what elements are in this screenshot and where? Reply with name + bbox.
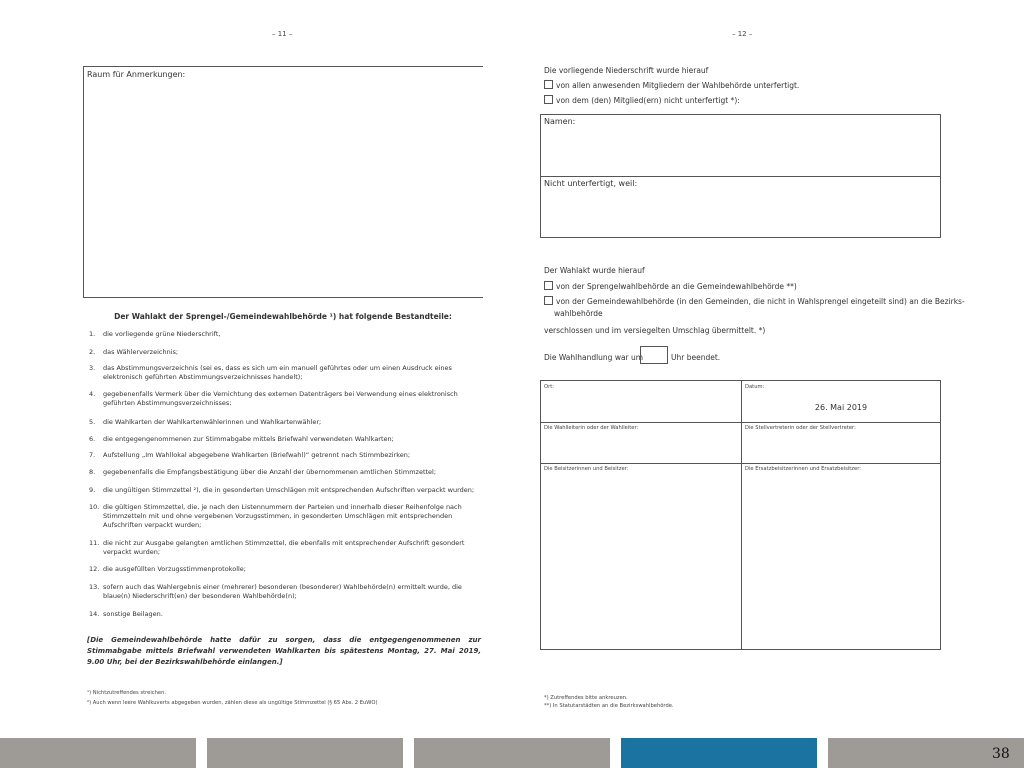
right-page-number: – 12 – — [732, 30, 753, 38]
checkbox-icon[interactable] — [544, 95, 553, 104]
footer-segment — [414, 738, 610, 768]
list-item: 6. die entgegengenommenen zur Stimmabgabe mittels Briefwahl verwendeten Wahlkarten; — [89, 435, 394, 443]
list-item: 7. Aufstellung „Im Wahllokal abgegebene Wahlkarten (Briefwahl)“ getrennt nach Stimmbezirken; — [89, 451, 411, 459]
end-text-after: Uhr beendet. — [671, 353, 721, 362]
substitutes-label: Die Ersatzbeisitzerinnen und Ersatzbeisitzer: — [745, 466, 861, 472]
end-time-field[interactable] — [640, 346, 668, 364]
list-item: 13. sofern auch das Wahlergebnis einer (mehrerer) besonderen (besonderer) Wahlbehörde(n) ermittelt wurde, die blaue(n) Niederschrift(en) der besonderen Wahlbehörde(n); — [89, 583, 462, 600]
checkbox-icon[interactable] — [544, 296, 553, 305]
list-item: 4. gegebenenfalls Vermerk über die Vernichtung des externen Datenträgers bei Verwendung eines elektronisch geführten Abstimmungsverzeichnisses; — [89, 390, 458, 407]
date-label: Datum: — [745, 384, 765, 390]
checkbox-icon[interactable] — [544, 80, 553, 89]
footer-segment — [0, 738, 196, 768]
assessors-label: Die Beisitzerinnen und Beisitzer: — [544, 466, 629, 472]
list-item: 1. die vorliegende grüne Niederschrift, — [89, 330, 221, 338]
end-text-before: Die Wahlhandlung war um — [544, 353, 644, 362]
list-item: 12. die ausgefüllten Vorzugsstimmenprotokolle; — [89, 565, 246, 573]
deputy-label: Die Stellvertreterin oder der Stellvertreter: — [745, 425, 856, 431]
list-item: 8. gegebenenfalls die Empfangsbestätigung über die Anzahl der übernommenen amtlichen Stimmzettel; — [89, 468, 437, 476]
checkbox-icon[interactable] — [544, 281, 553, 290]
date-value: 26. Mai 2019 — [814, 403, 868, 412]
not-signed-label: Nicht unterfertigt, weil: — [544, 179, 638, 188]
left-page-number: – 11 – — [272, 30, 293, 38]
list-item: 9. die ungültigen Stimmzettel ²), die in gesonderten Umschlägen mit entsprechenden Aufschriften verpackt wurden; — [89, 486, 475, 494]
slide-number: 38 — [992, 746, 1010, 762]
list-item: 2. das Wählerverzeichnis; — [89, 348, 179, 356]
components-heading: Der Wahlakt der Sprengel-/Gemeindewahlbehörde ¹) hat folgende Bestandteile: — [114, 312, 452, 321]
right-footnote-1: *) Zutreffendes bitte ankreuzen. — [544, 695, 628, 701]
list-item: 5. die Wahlkarten der Wahlkartenwählerinnen und Wahlkartenwähler; — [89, 418, 322, 426]
transfer-option-municipal[interactable]: von der Sprengelwahlbehörde an die Gemeindewahlbehörde **) — [544, 281, 797, 292]
footer-segment-active — [621, 738, 817, 768]
signature-table — [540, 380, 941, 650]
signed-heading: Die vorliegende Niederschrift wurde hierauf — [544, 66, 709, 75]
left-footnote-2: ²) Auch wenn leere Wahlkuverts abgegeben wurden, zählen diese als ungültige Stimmzettel (§ 65 Abs. 2 EuWO) — [87, 700, 378, 706]
divider — [541, 463, 940, 464]
divider — [541, 176, 940, 177]
transfer-option-district[interactable]: von der Gemeindewahlbehörde (in den Gemeinden, die nicht in Wahlsprengel eingeteilt sind) an die Bezirks- — [544, 296, 946, 307]
list-item: 3. das Abstimmungsverzeichnis (sei es, dass es sich um ein manuell geführtes oder um einen Ausdruck eines elektronisch geführten Abstimmungsverzeichnisses handelt); — [89, 364, 452, 381]
remarks-box[interactable] — [83, 66, 483, 298]
remarks-label: Raum für Anmerkungen: — [87, 70, 186, 79]
names-box[interactable] — [540, 114, 941, 238]
divider — [541, 422, 940, 423]
right-footnote-2: **) In Statutarstädten an die Bezirkswahlbehörde. — [544, 703, 674, 709]
list-item: 14. sonstige Beilagen. — [89, 610, 163, 618]
footer-segment — [207, 738, 403, 768]
leader-label: Die Wahlleiterin oder der Wahlleiter: — [544, 425, 639, 431]
signed-option-all[interactable]: von allen anwesenden Mitgliedern der Wahlbehörde unterfertigt. — [544, 80, 799, 91]
sealed-text: verschlossen und im versiegelten Umschlag übermittelt. *) — [544, 326, 766, 335]
notice-text: [Die Gemeindewahlbehörde hatte dafür zu sorgen, dass die entgegengenommenen zur Stimmabgabe mittels Briefwahl verwendeten Wahlkarten bis spätestens Montag, 27. Mai 2019, 9.00 Uhr, bei der Bezirkswahlbehörde einlangen.] — [87, 636, 481, 666]
signed-option-not[interactable]: von dem (den) Mitglied(ern) nicht unterfertigt *): — [544, 95, 740, 106]
list-item: 11. die nicht zur Ausgabe gelangten amtlichen Stimmzettel, die ebenfalls mit entsprechender Aufschrift gesondert verpackt wurden; — [89, 539, 465, 556]
transfer-option-cont: wahlbehörde — [554, 309, 603, 318]
transfer-heading: Der Wahlakt wurde hierauf — [544, 266, 645, 275]
names-label: Namen: — [544, 117, 576, 126]
left-footnote-1: ¹) Nichtzutreffendes streichen. — [87, 690, 167, 696]
list-item: 10. die gültigen Stimmzettel, die, je nach den Listennummern der Parteien und innerhalb dieser Reihenfolge nach Stimmzetteln mit und ohne vergebenen Vorzugsstimmen, in gesonderten Umschlägen mit entsprechenden Aufschriften verpackt wurden; — [89, 503, 462, 529]
place-label: Ort: — [544, 384, 554, 390]
